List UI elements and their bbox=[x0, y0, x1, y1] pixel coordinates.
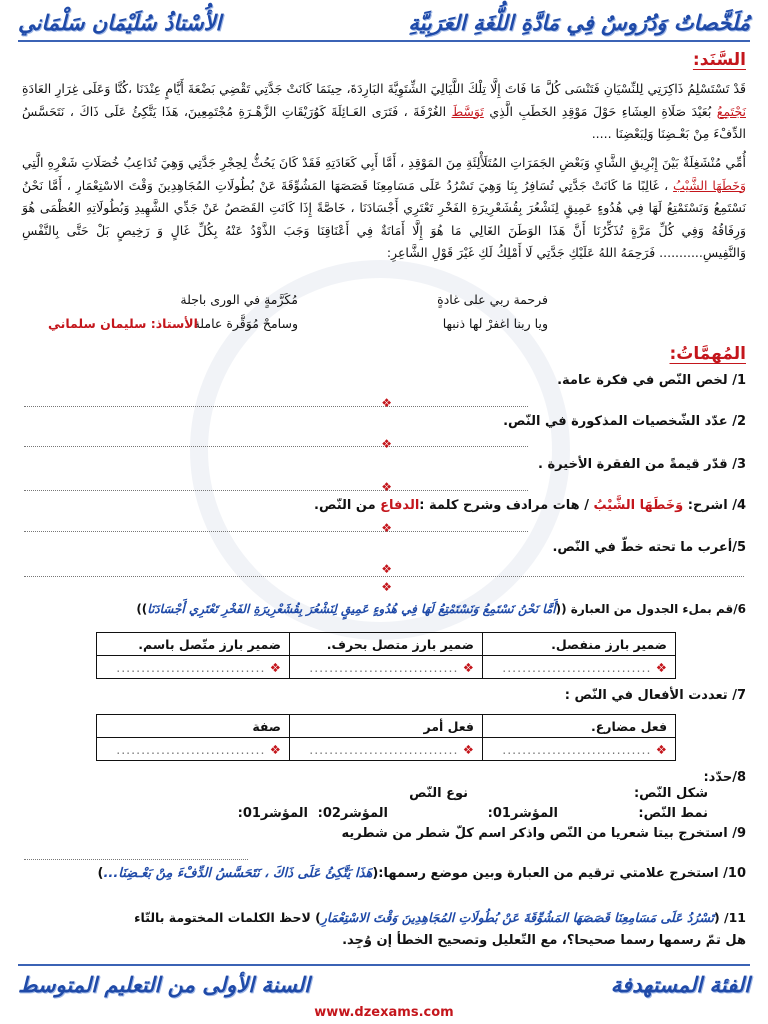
task-8-indicator-3: المؤشر01: bbox=[237, 806, 308, 821]
bullet-icon: ❖ bbox=[381, 396, 392, 410]
text-heading: السَّنَد: bbox=[692, 50, 746, 70]
answer-line-4[interactable] bbox=[24, 517, 528, 532]
task-9: 9/ استخرج بيتا شعريا من النّص واذكر اسم كلّ شطر من شطريه bbox=[341, 826, 746, 841]
verse-left-2: وسامحْ مُوَقَّرة عاملة bbox=[193, 316, 298, 331]
answer-cell[interactable]: ❖ .............................. bbox=[483, 656, 676, 679]
task-5: 5/أعرب ما تحته خطّ في النّص. bbox=[552, 540, 746, 555]
task-4 bbox=[22, 498, 746, 518]
bullet-icon: ❖ bbox=[462, 741, 474, 757]
task-6-quote: أَمَّا نَحْنُ نَسْتَمِعُ وَنَسْتَمْتِعُ لَهَا فِي هُدُوءٍ عَمِيقٍ لِنَشْعُرَ بِقُشَعْرِيرَةِ الفَخْرِ تَعْتَرِي أَجْسَادَنَا bbox=[147, 602, 556, 616]
task-8-pattern: نمط النّص: bbox=[638, 806, 708, 821]
bullet-icon: ❖ bbox=[655, 741, 667, 757]
answer-cell[interactable]: ❖ .............................. bbox=[290, 656, 483, 679]
table-answer-row bbox=[97, 656, 676, 679]
answer-line-3[interactable] bbox=[24, 476, 528, 491]
task-8-type: نوع النّص bbox=[409, 786, 468, 801]
task-10 bbox=[22, 866, 746, 886]
task-10-quote: هَذَا يَتَّكِئُ عَلَى ذَاكَ ، نَتَحَسَّسُ الدِّفْءَ مِنْ بَعْـضِنَا... bbox=[103, 866, 373, 881]
task-11-label: 11/ ( bbox=[713, 910, 746, 925]
task-11-quote: تَسْرُدُ عَلَى مَسَامِعِنَا قَصَصَهَا المَشُوِّقَةَ عَنْ بُطُولَاتِ المُجَاهِدِينَ وَقْتَ الاسْتِعْمَارِ bbox=[320, 910, 714, 925]
table-header-cell: ضمير بارز متصل بحرف. bbox=[290, 633, 483, 656]
task-6-label: 6/قم بملء الجدول من العبارة (( bbox=[555, 602, 746, 616]
table-header-row bbox=[97, 715, 676, 738]
task-6 bbox=[22, 602, 746, 622]
answer-line-9[interactable] bbox=[24, 845, 248, 860]
bullet-icon: ❖ bbox=[462, 659, 474, 675]
p1-after: الغُرْفَةَ ، فَتَرَى العَـائِلَةَ كَوُرَيْقَاتِ الزَّهْـرَةِ مُجْتَمِعِينَ، هَذَا يَتَّكِئُ عَلَى ذَاكَ ، نَتَحَسَّسُ الدِّفْءَ مِنْ بَعْـضِنَا وَلِبَعْضِنَا ..... bbox=[22, 103, 746, 141]
bullet-icon: ❖ bbox=[381, 480, 392, 494]
pronoun-table bbox=[96, 632, 676, 679]
tasks-heading: المُهمَّاتُ: bbox=[669, 344, 746, 364]
bullet-icon: ❖ bbox=[655, 659, 667, 675]
task-4-word-2: الدفاع bbox=[380, 498, 420, 513]
p2-after: ، غَالِبًا مَا كَانَتْ جَدَّتِي تُسَافِرُ بِنَا وَهِيَ تَسْرُدُ عَلَى مَسَامِعِنَا قَصَصَهَا المَشُوِّقَةَ عَنْ بُطُولَاتِ المُجَاهِدِينَ وَقْتَ الاسْتِعْمَارِ ، أَمَّا نَحْنُ نَسْتَمِعُ وَنَسْتَمْتِعُ لَهَا فِي هُدُوءٍ عَمِيقٍ لِنَشْعُرَ بِقُشَعْرِيرَةِ الفَخْرِ تَعْتَرِي أَجْسَادَنَا ، خَاصَّةً إِذَا كَانَتِ القَصَصُ عَنْ جَدِّي الشَّهِيدِ وَبُطُولَاتِهِ العُظْمَى هُوَ وَرِفَاقُهُ وَفِي كُلِّ مَرَّةٍ تُذَكِّرُنَا أَنَّ هَذَا الوَطَنَ الغَالِي مَا هُوَ إِلَّا أَمَانَةٌ فِي أَعْنَاقِنَا وَجَبَ الذَّوْدُ عَنْهُ بِكُلِّ غَالٍ وَ رَخِيصٍ بَلْ حَتَّى بِالنَّفْسِ وَالنَّفِيسِ........... فَرَحِمَهُ اللهُ عَلَيْكِ جَدَّتِي لَا أَمْلِكُ لَكِ غَيْرَ قَوْلِ الشَّاعِرِ: bbox=[22, 177, 746, 260]
page-header bbox=[18, 4, 750, 42]
task-4-after: من النّص. bbox=[314, 498, 381, 513]
task-10-label: 10/ استخرج علامتي ترقيم من العبارة وبين موضع رسمها:( bbox=[372, 866, 746, 881]
table-header-cell: فعل أمر bbox=[290, 715, 483, 738]
footer-grade: السنة الأولى من التعليم المتوسط bbox=[18, 971, 310, 997]
task-8-shape: شكل النّص: bbox=[633, 786, 708, 801]
page-footer bbox=[18, 964, 750, 1002]
table-header-cell: ضمير بارز منفصل. bbox=[483, 633, 676, 656]
table-header-cell: فعل مضارع. bbox=[483, 715, 676, 738]
teacher-signature: الأستاذ: سليمان سلماني bbox=[48, 316, 198, 331]
task-10-after: ) bbox=[97, 866, 104, 881]
task-4-word-1: وَخَطَهَا الشَّيْبُ bbox=[593, 498, 684, 513]
table-answer-row bbox=[97, 738, 676, 761]
verbs-table bbox=[96, 714, 676, 761]
task-8-indicator-2: المؤشر02: bbox=[317, 806, 388, 821]
p1-text: قَدْ تَسْتَسْلِمُ ذَاكِرَتِي لِلنِّسْيَانِ فَتَنْسَى كُلَّ مَا فَاتَ إِلَّا تِلْكَ اللَّيَالِيَ الشِّتَوِيَّةَ البَارِدَةَ، حِينَمَا كَانَتْ جَدَّتِي تَقْضِي بَضْعَةَ أَيَّامٍ عِنْدَنَا ،كُنَّا وَعَلَى غِرَارِ العَادَةِ bbox=[22, 81, 746, 96]
answer-cell[interactable]: ❖ .............................. bbox=[483, 738, 676, 761]
p2-text: أُمِّي مُنْشَغِلَةٌ بَيْنَ إِبْرِيقِ الشَّايِ وَبَعْضِ الجَمَرَاتِ المُتَلَأْلِئَةِ مِنَ المَوْقِدِ ، أَمَّا أَبِي كَعَادَتِهِ فَقَدْ كَانَ يَحُثُّ لِحِجْرِ جَدَّتِي وَهِيَ تُدَاعِبُ خُصَلَاتِ شَعْرِهِ الَّتِي bbox=[22, 155, 746, 170]
answer-cell[interactable]: ❖ .............................. bbox=[97, 656, 290, 679]
answer-line-1[interactable] bbox=[24, 392, 528, 407]
p1-highlight-2: تَوَسَّطَ bbox=[451, 103, 484, 119]
task-11-line-2: هل تمّ رسمها رسما صحيحا؟، مع التّعليل وتصحيح الخطأ إن وُجِد. bbox=[342, 933, 746, 948]
header-author: الأُسْتاذُ سُلَيْمَان سَلْمَاني bbox=[18, 9, 222, 35]
bullet-icon: ❖ bbox=[269, 741, 281, 757]
task-11-after: ) لاحظ الكلمات المختومة بالتّاء bbox=[134, 910, 321, 925]
task-6-after: )) bbox=[136, 602, 148, 616]
p1-highlight-1: نَجْتَمِعُ bbox=[716, 103, 746, 119]
answer-cell[interactable]: ❖ .............................. bbox=[97, 738, 290, 761]
task-11 bbox=[22, 910, 746, 930]
task-1: 1/ لخص النّص في فكرة عامة. bbox=[557, 373, 746, 388]
task-3: 3/ قدّر قيمةً من الفقرة الأخيرة . bbox=[538, 457, 746, 472]
verse-left-1: مُكَرَّمةٍ في الورى باجلة bbox=[180, 292, 298, 307]
bullet-icon: ❖ bbox=[269, 659, 281, 675]
p1-mid: بُعَيْدَ صَلَاةِ العِشَاءِ حَوْلَ مَوْقِدِ الخَطَبِ الَّذِي bbox=[483, 103, 717, 119]
paragraph-1 bbox=[22, 78, 746, 146]
table-header-cell: ضمير بارز متّصل باسم. bbox=[97, 633, 290, 656]
footer-label: الفئة المستهدفة bbox=[610, 971, 750, 997]
task-2: 2/ عدّد الشّخصيات المذكورة في النّص. bbox=[503, 414, 746, 429]
bullet-icon: ❖ bbox=[381, 562, 392, 576]
verse-right-1: فرحمة ربي على غادةٍ bbox=[437, 292, 548, 307]
bullet-icon: ❖ bbox=[381, 437, 392, 451]
header-title: مُلَخَّصاتٌ وَدُرُوسٌ فِي مَادَّةِ اللُّغَةِ العَرَبِيَّةِ bbox=[408, 9, 750, 35]
task-7: 7/ تعددت الأفعال في النّص : bbox=[564, 688, 746, 703]
task-8-indicator-1: المؤشر01: bbox=[487, 806, 558, 821]
site-link[interactable]: www.dzexams.com bbox=[314, 1005, 454, 1020]
task-4-label: 4/ اشرح: bbox=[683, 498, 746, 513]
p2-highlight: وَخَطَهَا الشَّيْبُ bbox=[673, 177, 747, 193]
bullet-icon: ❖ bbox=[381, 580, 392, 594]
paragraph-2 bbox=[22, 152, 746, 265]
task-4-mid: / هات مرادف وشرح كلمة : bbox=[419, 498, 594, 513]
table-header-cell: صفة bbox=[97, 715, 290, 738]
bullet-icon: ❖ bbox=[381, 521, 392, 535]
table-header-row bbox=[97, 633, 676, 656]
verse-right-2: ويا ربنا اغفرْ لها ذنبها bbox=[442, 316, 548, 331]
answer-line-2[interactable] bbox=[24, 432, 528, 447]
task-8: 8/حدّد: bbox=[703, 770, 746, 785]
answer-cell[interactable]: ❖ .............................. bbox=[290, 738, 483, 761]
